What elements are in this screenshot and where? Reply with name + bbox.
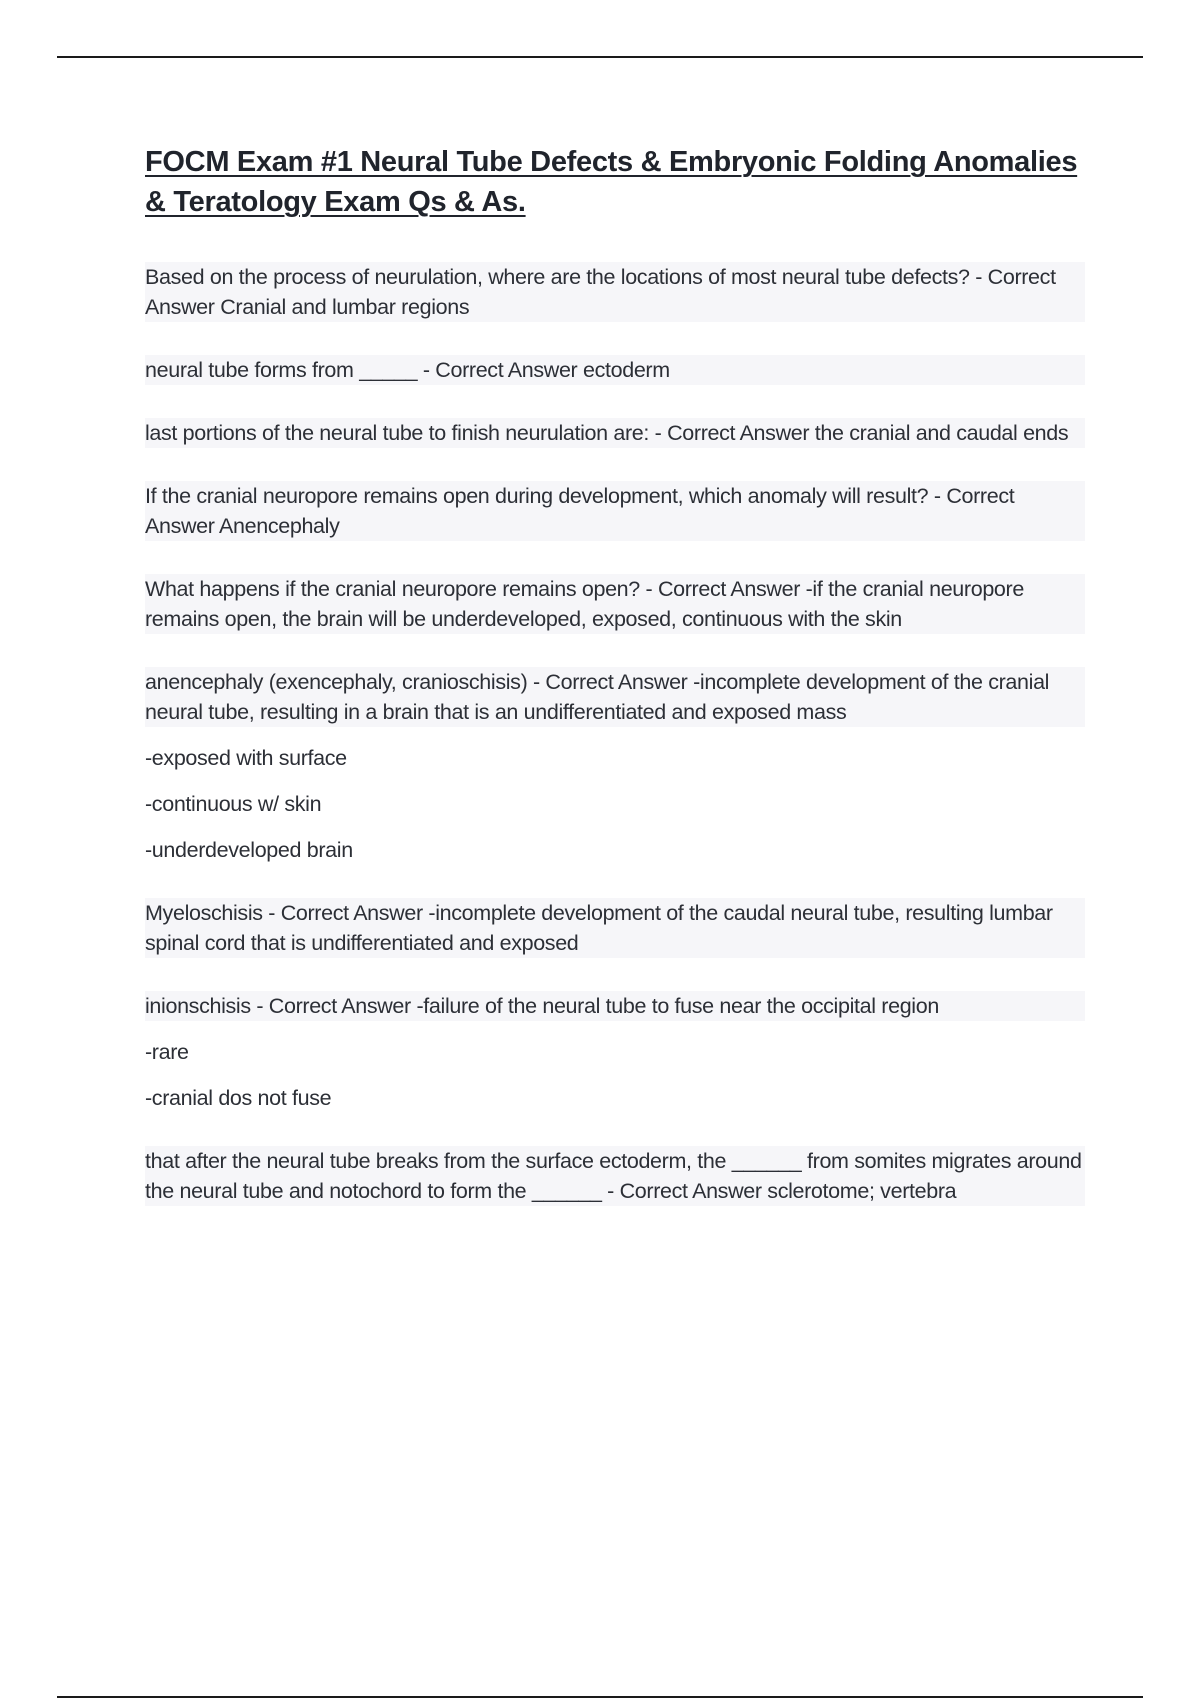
qa-subpoint: -exposed with surface xyxy=(145,746,347,770)
qa-item xyxy=(145,1146,1085,1206)
document-title: FOCM Exam #1 Neural Tube Defects & Embryonic Folding Anomalies & Teratology Exam Qs & As. xyxy=(145,146,1078,218)
qa-text: inionschisis - Correct Answer -failure of the neural tube to fuse near the occipital region xyxy=(145,991,1085,1021)
qa-subpoint: -rare xyxy=(145,1040,189,1064)
qa-text: that after the neural tube breaks from the surface ectoderm, the ______ from somites migrates around the neural tube and notochord to form the ______ - Correct Answer sclerotome; vertebra xyxy=(145,1146,1085,1206)
bottom-rule xyxy=(57,1696,1143,1698)
qa-list xyxy=(145,262,1085,1206)
top-rule xyxy=(57,56,1143,58)
qa-item xyxy=(145,418,1085,448)
qa-item xyxy=(145,262,1085,322)
qa-text: Based on the process of neurulation, where are the locations of most neural tube defects? - Correct Answer Cranial and lumbar regions xyxy=(145,262,1085,322)
qa-item xyxy=(145,481,1085,541)
qa-subpoint: -cranial dos not fuse xyxy=(145,1086,332,1110)
qa-subpoint: -underdeveloped brain xyxy=(145,838,353,862)
qa-text: neural tube forms from _____ - Correct Answer ectoderm xyxy=(145,355,1085,385)
qa-text: If the cranial neuropore remains open during development, which anomaly will result? - Correct Answer Anencephaly xyxy=(145,481,1085,541)
qa-subpoint: -continuous w/ skin xyxy=(145,792,322,816)
document-body xyxy=(145,142,1085,1239)
qa-item xyxy=(145,991,1085,1113)
qa-text: What happens if the cranial neuropore remains open? - Correct Answer -if the cranial neuropore remains open, the brain will be underdeveloped, exposed, continuous with the skin xyxy=(145,574,1085,634)
qa-item xyxy=(145,667,1085,865)
qa-item xyxy=(145,574,1085,634)
qa-text: Myeloschisis - Correct Answer -incomplete development of the caudal neural tube, resulting lumbar spinal cord that is undifferentiated and exposed xyxy=(145,898,1085,958)
qa-item xyxy=(145,898,1085,958)
qa-item xyxy=(145,355,1085,385)
qa-text: anencephaly (exencephaly, cranioschisis) - Correct Answer -incomplete development of the cranial neural tube, resulting in a brain that is an undifferentiated and exposed mass xyxy=(145,667,1085,727)
qa-text: last portions of the neural tube to finish neurulation are: - Correct Answer the cranial and caudal ends xyxy=(145,418,1085,448)
